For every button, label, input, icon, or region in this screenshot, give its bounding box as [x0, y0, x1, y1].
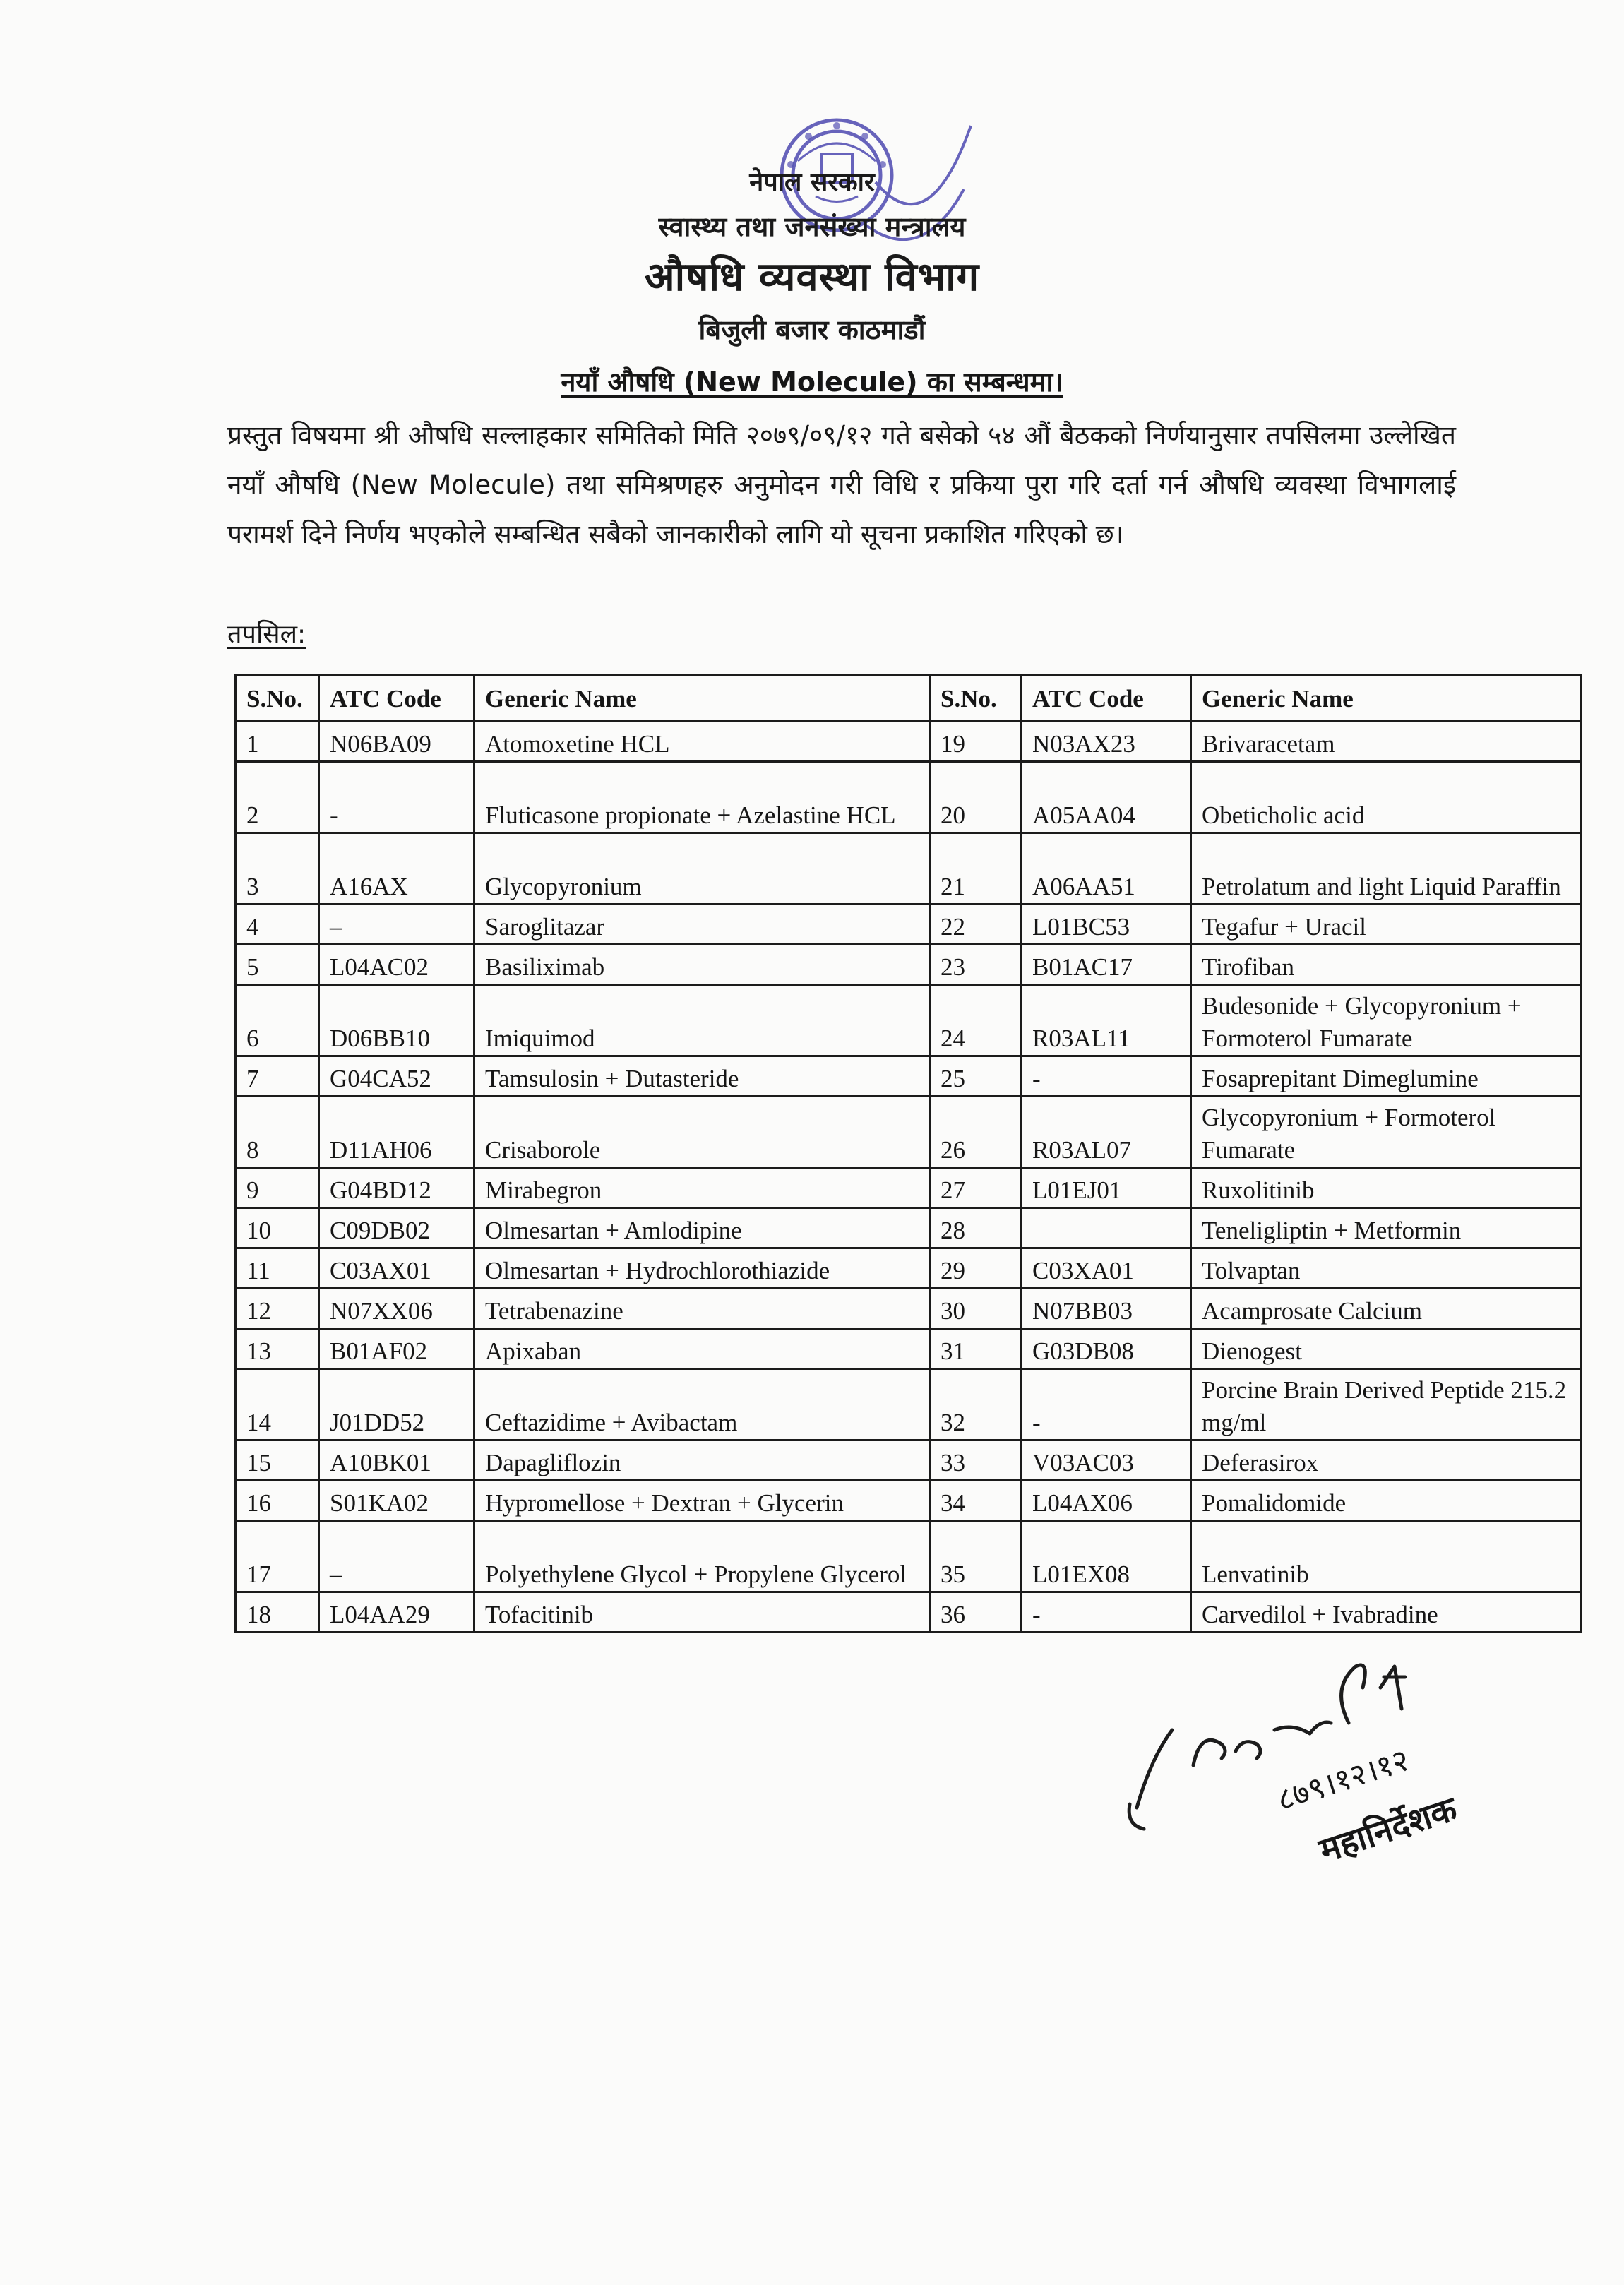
table-row: [236, 1168, 1581, 1208]
cell-sno: 8: [236, 1097, 319, 1168]
header-sno: S.No.: [236, 676, 319, 722]
cell-sno: 9: [236, 1168, 319, 1208]
cell-atc-code: V03AC03: [1022, 1440, 1191, 1481]
table-row: [236, 1097, 1581, 1168]
cell-generic-name: Dapagliflozin: [474, 1440, 930, 1481]
cell-sno: 27: [930, 1168, 1022, 1208]
header-address: बिजुली बजार काठमाडौं: [698, 314, 926, 345]
cell-sno: 4: [236, 905, 319, 945]
table-row: [236, 1329, 1581, 1369]
cell-atc-code: L04AX06: [1022, 1481, 1191, 1521]
cell-atc-code: A16AX: [319, 833, 474, 905]
cell-atc-code: –: [319, 1521, 474, 1592]
cell-atc-code: N07BB03: [1022, 1289, 1191, 1329]
cell-atc-code: A10BK01: [319, 1440, 474, 1481]
cell-atc-code: N06BA09: [319, 722, 474, 762]
cell-atc-code: R03AL11: [1022, 985, 1191, 1056]
cell-atc-code: L01EX08: [1022, 1521, 1191, 1592]
cell-sno: 23: [930, 945, 1022, 985]
cell-generic-name: Deferasirox: [1191, 1440, 1581, 1481]
cell-atc-code: -: [1022, 1592, 1191, 1633]
cell-sno: 1: [236, 722, 319, 762]
header-generic-name: Generic Name: [474, 676, 930, 722]
cell-atc-code: B01AF02: [319, 1329, 474, 1369]
cell-sno: 5: [236, 945, 319, 985]
cell-generic-name: Imiquimod: [474, 985, 930, 1056]
cell-atc-code: C09DB02: [319, 1208, 474, 1248]
cell-generic-name: Dienogest: [1191, 1329, 1581, 1369]
cell-generic-name: Olmesartan + Amlodipine: [474, 1208, 930, 1248]
cell-atc-code: G04BD12: [319, 1168, 474, 1208]
table-row: [236, 722, 1581, 762]
cell-atc-code: G03DB08: [1022, 1329, 1191, 1369]
cell-generic-name: Tetrabenazine: [474, 1289, 930, 1329]
cell-generic-name: Ceftazidime + Avibactam: [474, 1369, 930, 1440]
cell-generic-name: Brivaracetam: [1191, 722, 1581, 762]
cell-generic-name: Glycopyronium + Formoterol Fumarate: [1191, 1097, 1581, 1168]
subject-text: नयाँ औषधि (New Molecule) का सम्बन्धमा।: [561, 366, 1063, 398]
cell-sno: 6: [236, 985, 319, 1056]
cell-atc-code: –: [319, 905, 474, 945]
cell-sno: 35: [930, 1521, 1022, 1592]
cell-sno: 34: [930, 1481, 1022, 1521]
signatory-designation: महानिर्देशक: [1314, 1789, 1462, 1871]
tapasil-label: तपसिल:: [227, 620, 306, 649]
cell-atc-code: A06AA51: [1022, 833, 1191, 905]
cell-sno: 17: [236, 1521, 319, 1592]
cell-generic-name: Atomoxetine HCL: [474, 722, 930, 762]
cell-atc-code: D11AH06: [319, 1097, 474, 1168]
table-row: [236, 1440, 1581, 1481]
table-header-row: [236, 676, 1581, 722]
cell-sno: 14: [236, 1369, 319, 1440]
cell-sno: 12: [236, 1289, 319, 1329]
table-row: [236, 1369, 1581, 1440]
cell-sno: 31: [930, 1329, 1022, 1369]
header-atc-code: ATC Code: [1022, 676, 1191, 722]
table-row: [236, 1592, 1581, 1633]
cell-generic-name: Budesonide + Glycopyronium + Formoterol Fumarate: [1191, 985, 1581, 1056]
cell-generic-name: Olmesartan + Hydrochlorothiazide: [474, 1248, 930, 1289]
cell-atc-code: S01KA02: [319, 1481, 474, 1521]
cell-sno: 10: [236, 1208, 319, 1248]
cell-atc-code: [1022, 1208, 1191, 1248]
cell-generic-name: Glycopyronium: [474, 833, 930, 905]
cell-sno: 21: [930, 833, 1022, 905]
cell-sno: 11: [236, 1248, 319, 1289]
cell-generic-name: Crisaborole: [474, 1097, 930, 1168]
header-department: औषधि व्यवस्था विभाग: [644, 254, 980, 300]
new-molecule-table: [234, 674, 1582, 1633]
cell-sno: 28: [930, 1208, 1022, 1248]
table-row: [236, 985, 1581, 1056]
cell-generic-name: Teneligliptin + Metformin: [1191, 1208, 1581, 1248]
cell-sno: 2: [236, 762, 319, 833]
cell-atc-code: -: [1022, 1369, 1191, 1440]
header-govt: नेपाल सरकार: [749, 168, 875, 197]
cell-generic-name: Polyethylene Glycol + Propylene Glycerol: [474, 1521, 930, 1592]
table-row: [236, 1248, 1581, 1289]
table-row: [236, 762, 1581, 833]
notice-paragraph: प्रस्तुत विषयमा श्री औषधि सल्लाहकार समितिको मिति २०७९/०९/१२ गते बसेको ५४ औं बैठकको निर्णयानुसार तपसिलमा उल्लेखित नयाँ औषधि (New Molecule) तथा समिश्रणहरु अनुमोदन गरी विधि र प्रकिया पुरा गरि दर्ता गर्न औषधि व्यवस्था विभागलाई परामर्श दिने निर्णय भएकोले सम्बन्धित सबैको जानकारीको लागि यो सूचना प्रकाशित गरिएको छ।: [227, 420, 1456, 549]
cell-generic-name: Porcine Brain Derived Peptide 215.2 mg/ml: [1191, 1369, 1581, 1440]
cell-generic-name: Hypromellose + Dextran + Glycerin: [474, 1481, 930, 1521]
table-body: [236, 722, 1581, 1633]
cell-generic-name: Ruxolitinib: [1191, 1168, 1581, 1208]
cell-generic-name: Apixaban: [474, 1329, 930, 1369]
cell-sno: 25: [930, 1056, 1022, 1097]
cell-generic-name: Obeticholic acid: [1191, 762, 1581, 833]
cell-generic-name: Tirofiban: [1191, 945, 1581, 985]
cell-sno: 20: [930, 762, 1022, 833]
cell-atc-code: J01DD52: [319, 1369, 474, 1440]
cell-sno: 30: [930, 1289, 1022, 1329]
table-row: [236, 1481, 1581, 1521]
cell-atc-code: -: [1022, 1056, 1191, 1097]
cell-sno: 32: [930, 1369, 1022, 1440]
cell-sno: 15: [236, 1440, 319, 1481]
cell-generic-name: Tegafur + Uracil: [1191, 905, 1581, 945]
subject-line: [0, 363, 1624, 400]
cell-generic-name: Fosaprepitant Dimeglumine: [1191, 1056, 1581, 1097]
cell-generic-name: Basiliximab: [474, 945, 930, 985]
cell-sno: 19: [930, 722, 1022, 762]
cell-generic-name: Lenvatinib: [1191, 1521, 1581, 1592]
table-row: [236, 833, 1581, 905]
cell-atc-code: B01AC17: [1022, 945, 1191, 985]
cell-sno: 13: [236, 1329, 319, 1369]
cell-generic-name: Fluticasone propionate + Azelastine HCL: [474, 762, 930, 833]
cell-atc-code: C03AX01: [319, 1248, 474, 1289]
cell-generic-name: Tamsulosin + Dutasteride: [474, 1056, 930, 1097]
cell-sno: 16: [236, 1481, 319, 1521]
cell-atc-code: G04CA52: [319, 1056, 474, 1097]
header-ministry: स्वास्थ्य तथा जनसंख्या मन्त्रालय: [658, 211, 966, 242]
signature-date: ८७९।१२।१२: [1272, 1741, 1414, 1819]
cell-sno: 18: [236, 1592, 319, 1633]
cell-generic-name: Pomalidomide: [1191, 1481, 1581, 1521]
cell-atc-code: R03AL07: [1022, 1097, 1191, 1168]
cell-atc-code: L01EJ01: [1022, 1168, 1191, 1208]
cell-atc-code: L04AC02: [319, 945, 474, 985]
table-row: [236, 1521, 1581, 1592]
table-row: [236, 1289, 1581, 1329]
cell-sno: 26: [930, 1097, 1022, 1168]
cell-generic-name: Carvedilol + Ivabradine: [1191, 1592, 1581, 1633]
header-atc-code: ATC Code: [319, 676, 474, 722]
cell-atc-code: A05AA04: [1022, 762, 1191, 833]
table-row: [236, 905, 1581, 945]
cell-atc-code: L04AA29: [319, 1592, 474, 1633]
cell-atc-code: -: [319, 762, 474, 833]
table-row: [236, 1208, 1581, 1248]
cell-sno: 36: [930, 1592, 1022, 1633]
cell-generic-name: Petrolatum and light Liquid Paraffin: [1191, 833, 1581, 905]
cell-generic-name: Saroglitazar: [474, 905, 930, 945]
cell-sno: 33: [930, 1440, 1022, 1481]
cell-sno: 22: [930, 905, 1022, 945]
cell-atc-code: D06BB10: [319, 985, 474, 1056]
cell-generic-name: Tolvaptan: [1191, 1248, 1581, 1289]
header-sno: S.No.: [930, 676, 1022, 722]
cell-atc-code: L01BC53: [1022, 905, 1191, 945]
cell-atc-code: C03XA01: [1022, 1248, 1191, 1289]
cell-sno: 3: [236, 833, 319, 905]
cell-sno: 7: [236, 1056, 319, 1097]
cell-generic-name: Mirabegron: [474, 1168, 930, 1208]
cell-atc-code: N03AX23: [1022, 722, 1191, 762]
cell-sno: 24: [930, 985, 1022, 1056]
table-row: [236, 1056, 1581, 1097]
header-generic-name: Generic Name: [1191, 676, 1581, 722]
cell-generic-name: Tofacitinib: [474, 1592, 930, 1633]
cell-generic-name: Acamprosate Calcium: [1191, 1289, 1581, 1329]
cell-atc-code: N07XX06: [319, 1289, 474, 1329]
cell-sno: 29: [930, 1248, 1022, 1289]
table-row: [236, 945, 1581, 985]
